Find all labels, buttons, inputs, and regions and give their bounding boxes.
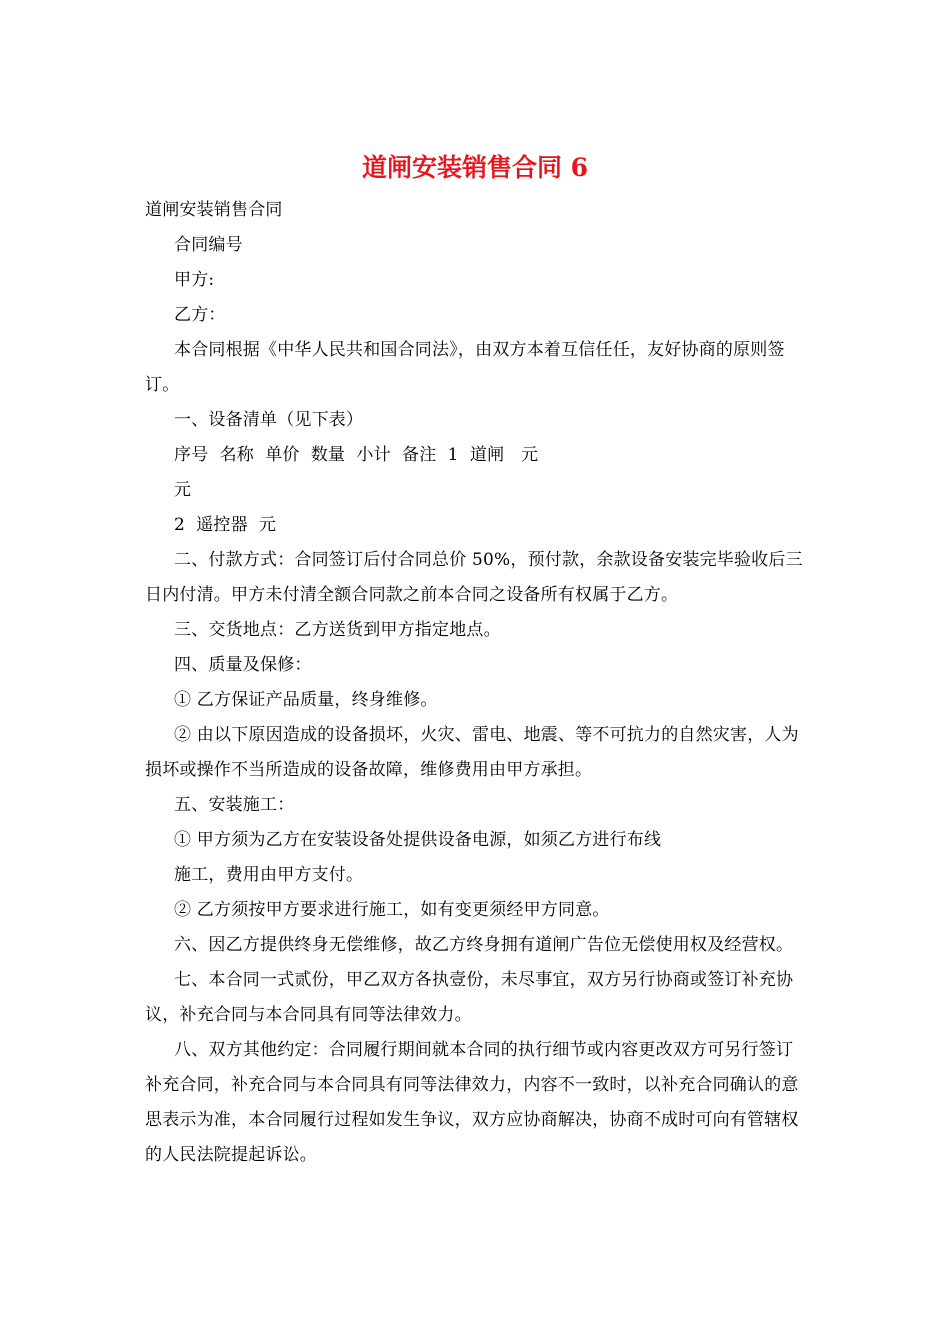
equipment-table-header: 序号 名称 单价 数量 小计 备注 1 道闸 元 bbox=[174, 445, 539, 465]
heading-contract-name: 道闸安装销售合同 bbox=[145, 200, 283, 220]
section-equipment-list: 一、设备清单（见下表） bbox=[174, 410, 364, 430]
section-payment: 二、付款方式：合同签订后付合同总价 50%，预付款，余款设备安装完毕验收后三日内付清。甲方未付清全额合同款之前本合同之设备所有权属于乙方。 bbox=[145, 550, 803, 605]
equipment-row-2: 2 遥控器 元 bbox=[174, 515, 277, 535]
quality-item-2: ② 由以下原因造成的设备损坏，火灾、雷电、地震、等不可抗力的自然灾害，人为损坏或操作不当所造成的设备故障，维修费用由甲方承担。 bbox=[145, 725, 799, 780]
document-body bbox=[145, 193, 809, 1173]
section-advertising-rights: 六、因乙方提供终身无偿维修，故乙方终身拥有道闸广告位无偿使用权及经营权。 bbox=[174, 935, 794, 955]
contract-number-label: 合同编号 bbox=[174, 235, 243, 255]
party-a-label: 甲方: bbox=[174, 270, 215, 290]
preamble-paragraph: 本合同根据《中华人民共和国合同法》，由双方本着互信任任，友好协商的原则签订。 bbox=[145, 340, 785, 395]
installation-item-1-continued: 施工，费用由甲方支付。 bbox=[174, 865, 364, 885]
document-title: 道闸安装销售合同 6 bbox=[361, 153, 589, 182]
section-other-agreements: 八、双方其他约定：合同履行期间就本合同的执行细节或内容更改双方可另行签订补充合同，补充合同与本合同具有同等法律效力，内容不一致时，以补充合同确认的意思表示为准，本合同履行过程如发生争议，双方应协商解决，协商不成时可向有管辖权的人民法院提起诉讼。 bbox=[145, 1040, 799, 1165]
section-quality: 四、质量及保修： bbox=[174, 655, 312, 675]
section-delivery: 三、交货地点：乙方送货到甲方指定地点。 bbox=[174, 620, 501, 640]
equipment-row-1-unit: 元 bbox=[174, 480, 192, 500]
section-copies: 七、本合同一式贰份，甲乙双方各执壹份，未尽事宜，双方另行协商或签订补充协议，补充合同与本合同具有同等法律效力。 bbox=[145, 970, 794, 1025]
section-installation: 五、安装施工： bbox=[174, 795, 295, 815]
quality-item-1: ① 乙方保证产品质量，终身维修。 bbox=[174, 690, 438, 710]
installation-item-2: ② 乙方须按甲方要求进行施工，如有变更须经甲方同意。 bbox=[174, 900, 610, 920]
party-b-label: 乙方： bbox=[174, 305, 226, 325]
installation-item-1: ① 甲方须为乙方在安装设备处提供设备电源，如须乙方进行布线 bbox=[174, 830, 662, 850]
